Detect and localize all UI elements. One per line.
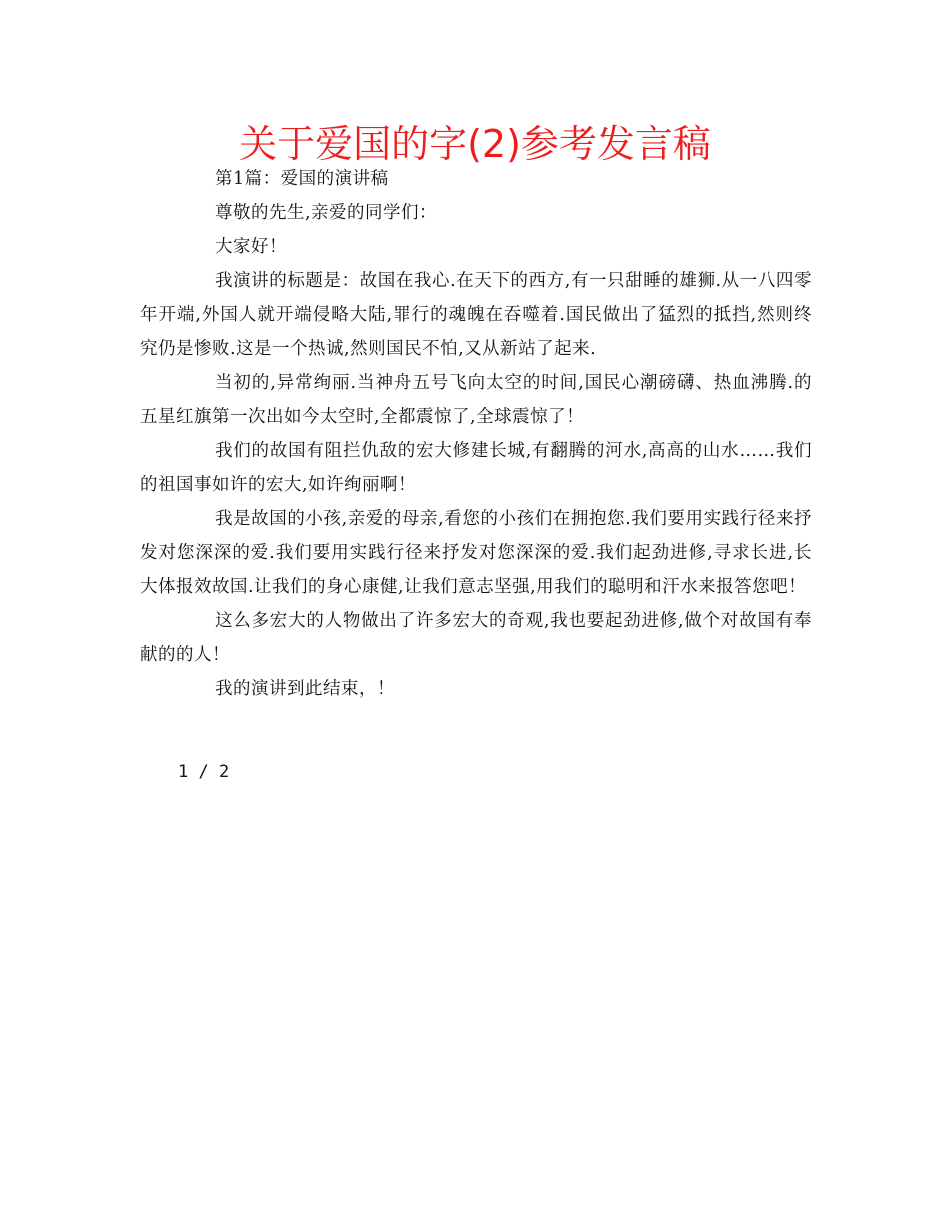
chapter-heading: 第1篇：爱国的演讲稿: [215, 169, 389, 189]
paragraph: 我们的故国有阻拦仇敌的宏大修建长城,有翻腾的河水,高高的山水……我们的祖国事如许的宏大,如许绚丽啊！: [140, 441, 812, 495]
paragraph: 当初的,异常绚丽.当神舟五号飞向太空的时间,国民心潮磅礴、热血沸腾.的五星红旗第一次出如今太空时,全都震惊了,全球震惊了！: [140, 373, 812, 427]
paragraph: 这么多宏大的人物做出了许多宏大的奇观,我也要起劲进修,做个对故国有奉献的的人！: [140, 611, 812, 665]
document-title: 关于爱国的字(2)参考发言稿: [239, 122, 711, 166]
greeting: 大家好！: [215, 237, 287, 257]
document-body: [140, 162, 812, 706]
page-number: 1 / 2: [178, 762, 230, 782]
paragraph: 我演讲的标题是：故国在我心.在天下的西方,有一只甜睡的雄狮.从一八四零年开端,外国人就开端侵略大陆,罪行的魂魄在吞噬着.国民做出了猛烈的抵挡,然则终究仍是惨败.这是一个热诚,然则国民不怕,又从新站了起来.: [140, 271, 812, 359]
paragraph: 我是故国的小孩,亲爱的母亲,看您的小孩们在拥抱您.我们要用实践行径来抒发对您深深的爱.我们要用实践行径来抒发对您深深的爱.我们起劲进修,寻求长进,长大体报效故国.让我们的身心康健,让我们意志坚强,用我们的聪明和汗水来报答您吧！: [140, 509, 812, 597]
closing-line: 我的演讲到此结束，！: [215, 679, 395, 699]
salutation: 尊敬的先生,亲爱的同学们：: [215, 203, 438, 223]
